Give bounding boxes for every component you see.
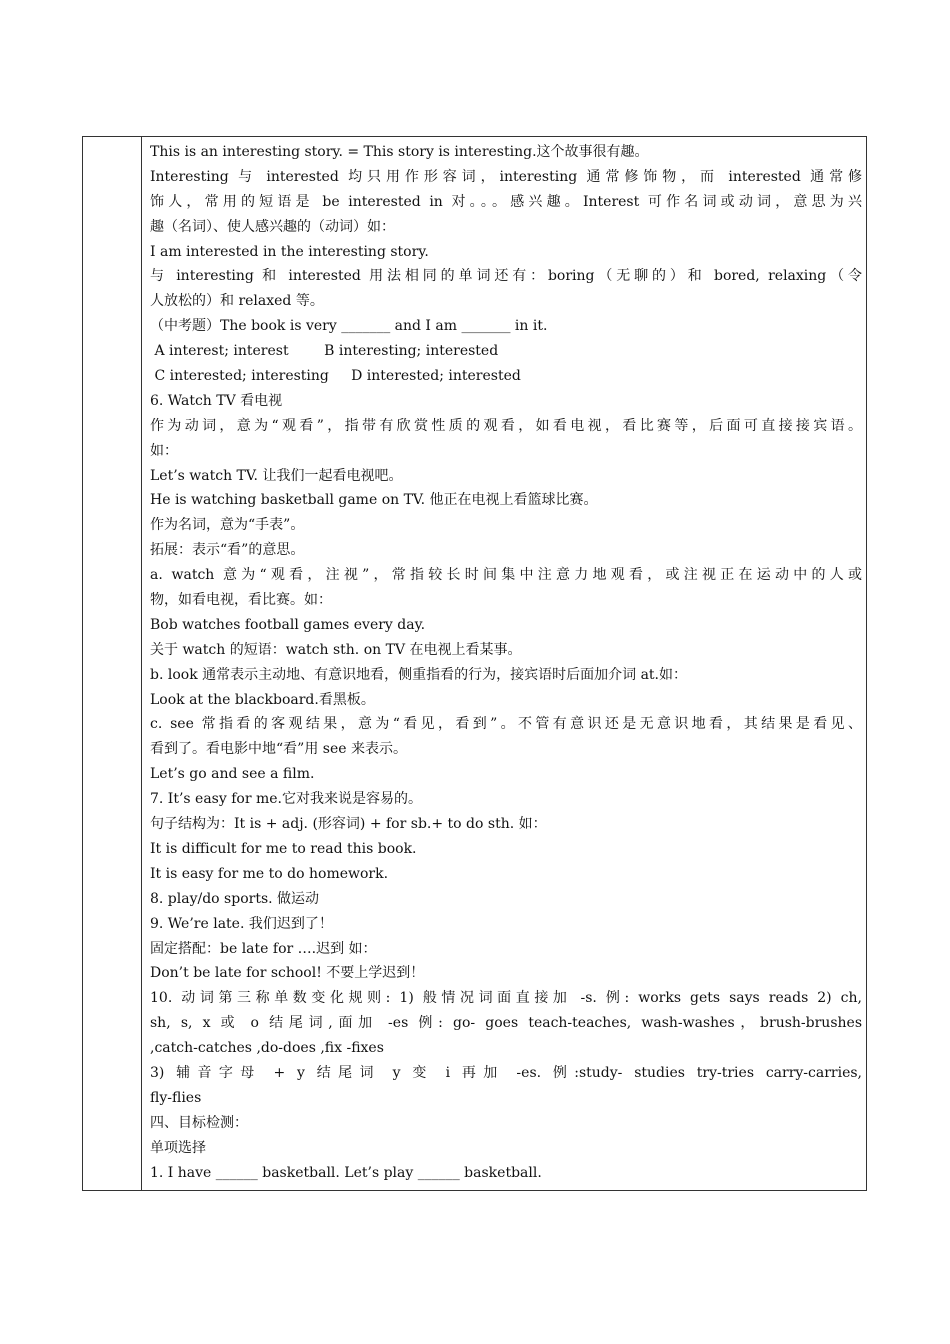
text-line: 物，如看电视，看比赛。如： <box>150 592 332 609</box>
text-line: （中考题）The book is very _______ and I am _______ in it. <box>150 318 548 335</box>
text-line: 拓展：表示“看”的意思。 <box>150 542 305 559</box>
text-line: 人放松的）和 relaxed 等。 <box>150 293 324 310</box>
section-heading: 8. play/do sports. 做运动 <box>150 890 320 907</box>
text-line: 看到了。看电影中地“看”用 see 来表示。 <box>150 741 407 758</box>
text-line: fly-flies <box>150 1089 202 1106</box>
section-heading: 四、目标检测： <box>150 1114 248 1131</box>
text-line: 作为动词，意为“观看”，指带有欣赏性质的观看，如看电视，看比赛等，后面可直接接宾语。 <box>150 417 862 434</box>
text-line: 关于 watch 的短语：watch sth. on TV 在电视上看某事。 <box>150 641 522 658</box>
text-line: 饰人，常用的短语是 be interested in 对。。。感兴趣。Interest 可作名词或动词，意思为兴 <box>150 193 862 210</box>
text-line: Interesting 与 interested 均只用作形容词，interesting 通常修饰物，而 interested 通常修 <box>150 168 862 185</box>
text-line: I am interested in the interesting story. <box>150 243 429 260</box>
section-heading: 9. We’re late. 我们迟到了！ <box>150 915 333 932</box>
text-line: It is difficult for me to read this book. <box>150 840 417 857</box>
text-line: 如： <box>150 442 178 459</box>
section-heading: 6. Watch TV 看电视 <box>150 392 283 409</box>
text-line: b. look 通常表示主动地、有意识地看，侧重指看的行为，接宾语时后面加介词 at.如： <box>150 666 688 683</box>
content-cell <box>150 140 862 1185</box>
question-line: 1. I have ______ basketball. Let’s play ______ basketball. <box>150 1164 542 1181</box>
text-line: Let’s watch TV. 让我们一起看电视吧。 <box>150 467 403 484</box>
section-heading: 7. It’s easy for me.它对我来说是容易的。 <box>150 791 422 808</box>
text-line: This is an interesting story. = This story is interesting.这个故事很有趣。 <box>150 144 649 160</box>
left-column-cell <box>83 137 142 1190</box>
text-line: Let’s go and see a film. <box>150 766 315 783</box>
text-line: 句子结构为：It is + adj. (形容词) + for sb.+ to do sth. 如： <box>150 816 547 833</box>
section-heading: 10. 动词第三称单数变化规则: 1) 般情况词面直接加 -s. 例: works gets says reads 2) ch, <box>150 990 862 1007</box>
option-line: C interested; interesting D interested; interested <box>150 368 521 385</box>
text-line: 作为名词，意为“手表”。 <box>150 517 305 534</box>
text-line: ,catch-catches ,do-does ,fix -fixes <box>150 1040 384 1057</box>
text-line: Don’t be late for school! 不要上学迟到！ <box>150 965 425 982</box>
section-heading: 单项选择 <box>150 1139 206 1156</box>
text-line: It is easy for me to do homework. <box>150 865 389 882</box>
text-line: 固定搭配：be late for ….迟到 如： <box>150 940 377 957</box>
text-line: 3) 辅音字母 + y 结尾词 y 变 i 再加 -es. 例:study- studies try-tries carry-carries, <box>150 1064 862 1081</box>
text-line: a. watch 意为“观看，注视”，常指较长时间集中注意力地观看，或注视正在运动中的人或 <box>150 567 862 584</box>
text-line: Look at the blackboard.看黑板。 <box>150 691 375 708</box>
text-line: c. see 常指看的客观结果，意为“看见，看到”。不管有意识还是无意识地看，其结果是看见、 <box>150 716 862 733</box>
text-line: 与 interesting 和 interested 用法相同的单词还有：boring（无聊的）和 bored, relaxing（令 <box>150 268 862 285</box>
text-line: He is watching basketball game on TV. 他正在电视上看篮球比赛。 <box>150 492 598 509</box>
text-line: sh, s, x 或 o 结尾词,面加 -es 例: go- goes teach-teaches, wash-washes，brush-brushes <box>150 1015 862 1032</box>
option-line: A interest; interest B interesting; interested <box>150 343 499 360</box>
text-line: 趣（名词）、使人感兴趣的（动词）如： <box>150 218 395 235</box>
text-line: Bob watches football games every day. <box>150 616 426 633</box>
lesson-table <box>82 136 867 1191</box>
